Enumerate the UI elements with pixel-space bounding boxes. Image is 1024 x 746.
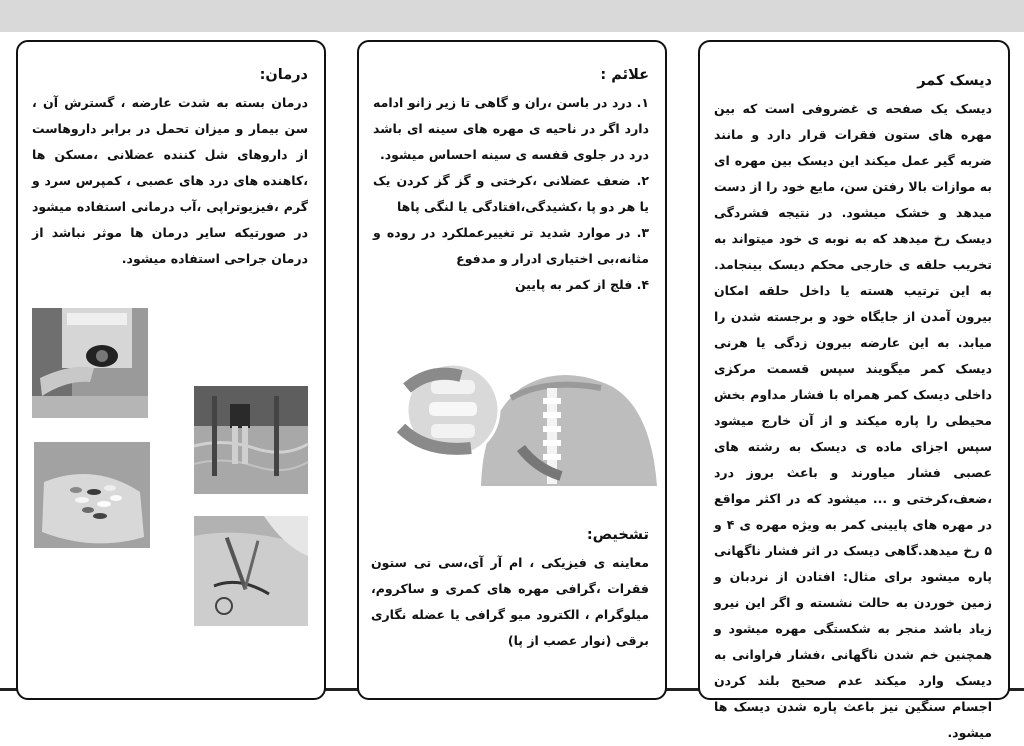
diagnosis-section xyxy=(371,524,649,654)
disc-title: دیسک کمر xyxy=(917,73,992,89)
symptom-item-4: ۴. فلج از کمر به پایین xyxy=(514,277,649,292)
treatment-title: درمان: xyxy=(259,67,308,83)
disc-panel xyxy=(698,40,1010,740)
treatment-text: درمان بسته به شدت عارضه ، گسترش آن ، سن بیمار و میزان تحمل در برابر داروهاست از داروهای شل کننده عضلانی ،مسکن ها ،کاهنده های درد های عصبی ، کمپرس سرد و گرم ،فیزیوتراپی ،آب درمانی استفاده میشود در صورتیکه سایر درمان ها موثر نباشد از درمان جراحی استفاده میشود. xyxy=(32,95,308,266)
disc-text: دیسک یک صفحه ی غضروفی است که بین مهره های ستون فقرات قرار دارد و مانند ضربه گیر عمل میکند این دیسک بین مهره ای به موازات بالا رفتن سن، مایع خود را از دست میدهد و خشک میشود. در نتیجه فشردگی دیسک رخ میدهد که به نوبه ی خود میتواند به تخریب حلقه ی خارجی محکم دیسک بینجامد. به این ترتیب هسته یا داخل حلقه امکان بیرون آمدن از جایگاه خود و برجسته شدن را میابد. به این عارضه بیرون زدگی یا هرنی دیسک کمر میگویند سپس قسمت مرکزی داخلی دیسک کمر همراه با فشار مداوم بخش محیطی را پاره میکند و از آن خارج میشود سپس اجزای ماده ی دیسک به رشته های عصبی فشار میاورند و باعث بروز درد ،ضعف،کرختی و ... میشود که در اکثر مواقع در مهره های پایینی کمر به ویژه مهره ی ۴ و ۵ رخ میدهد.گاهی دیسک در اثر فشار ناگهانی پاره میشود برای مثال: افتادن از نردبان و زمین خوردن به حالت نشسته و اگر این نیرو زیاد باشد منجر به شکستگی مهره میشود و همچنین خم شدن ناگهانی ،فشار فراوانی به دیسک وارد میکند عدم صحیح بلند کردن اجسام سنگین نیز باعث پاره شدن دیسک ها میشود. xyxy=(714,101,993,740)
physiotherapy-photo xyxy=(32,308,148,418)
hydrotherapy-photo xyxy=(194,386,308,494)
symptom-item-2: ۲. ضعف عضلانی ،کرختی و گز گز کردن یک یا هر دو پا ،کشیدگی،افتادگی یا لنگی پاها xyxy=(373,173,649,214)
diagnosis-title: تشخیص: xyxy=(586,527,649,543)
back-pain-photo xyxy=(371,358,657,486)
symptoms-panel xyxy=(357,40,667,700)
pills-in-hand-photo xyxy=(34,442,150,548)
treatment-panel xyxy=(16,40,326,700)
symptom-item-1: ۱. درد در باسن ،ران و گاهی تا زیر زانو ادامه دارد اگر در ناحیه ی مهره های سینه ای باشد درد در جلوی قفسه ی سینه احساس میشود. xyxy=(373,95,649,162)
surgery-photo xyxy=(194,516,308,626)
diagnosis-text: معاینه ی فیزیکی ، ام آر آی،سی تی ستون فقرات ،گرافی مهره های کمری و ساکروم، میلوگرام ، الکترود میو گرافی یا عضله نگاری برقی (نوار عصب از پا) xyxy=(371,555,649,648)
top-band xyxy=(0,0,1024,32)
symptom-item-3: ۳. در موارد شدید تر تغییرعملکرد در روده و مثانه،بی اختیاری ادرار و مدفوع xyxy=(373,225,649,266)
symptoms-title: علائم : xyxy=(600,67,649,83)
symptoms-list xyxy=(373,90,649,298)
